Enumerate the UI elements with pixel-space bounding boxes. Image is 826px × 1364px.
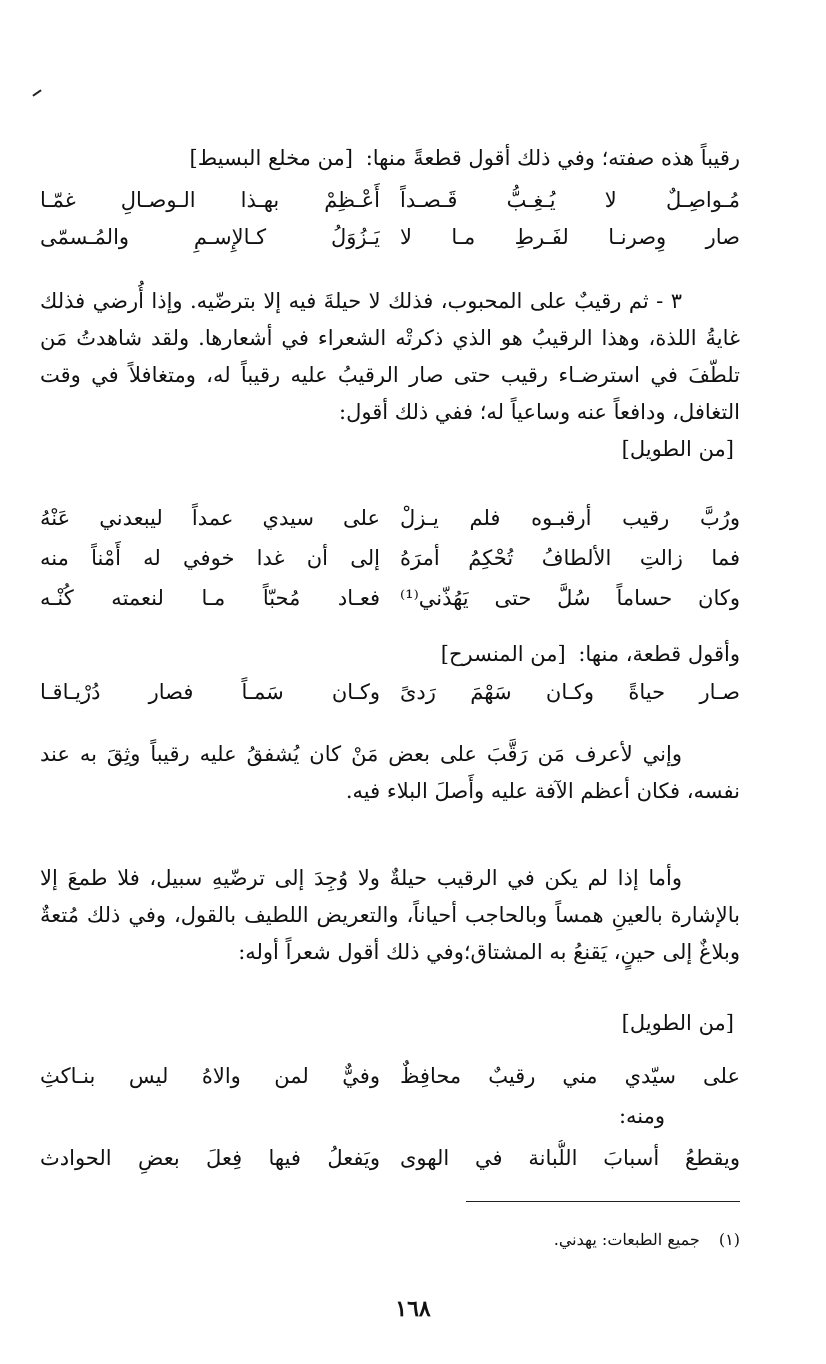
poem-4	[40, 1058, 740, 1095]
stray-mark	[32, 89, 41, 96]
meter-label: [من مخلع البسيط]	[189, 146, 353, 170]
first-hemistich: ورُبَّ رقيب أرقبـوه فلم يـزلْ	[400, 506, 740, 530]
paragraph-text: ٣ - ثم رقيبٌ على المحبوب، فذلك لا حيلةَ فيه إلا بترضّيه. وإذا أُرضي فذلك غايةُ اللذة، وهذا الرقيبُ هو الذي ذكرتْه الشعراء في أشعارها. ولقد شاهدتُ مَن تلطّفَ في استرضـاء رقيب حتى صار الرقيبُ عليه رقيباً له، ومتغافلاً في وقت التغافل، ودافعاً عنه وساعياً له؛ ففي ذلك أقول:	[40, 289, 740, 424]
verse-line	[40, 500, 740, 537]
paragraph-3	[40, 860, 740, 971]
first-hemistich: صار وِصرنـا لفَـرطِ مـا لا	[400, 225, 740, 249]
second-hemistich: فعـاد مُحبّاً مـا لنعمته كُنْـه	[40, 586, 380, 610]
intro-text: رقيباً هذه صفته؛ وفي ذلك أقول قطعةً منها:	[365, 146, 740, 170]
paragraph-1	[40, 283, 740, 468]
first-hemistich: فما زالتِ الألطافُ تُحْكِمُ أمرَهُ	[400, 546, 740, 570]
first-hemistich: على سيّدي مني رقيبٌ محافِظٌ	[400, 1064, 740, 1088]
second-hemistich: أَعْـظِمْ بهـذا الـوصـالِ غمّـا	[40, 188, 380, 212]
poem-1	[40, 182, 740, 256]
poem-2	[40, 500, 740, 617]
second-hemistich: ويَفعلُ فيها فِعلَ بعضِ الحوادث	[40, 1146, 380, 1170]
verse-line	[40, 182, 740, 219]
verse-line	[40, 1140, 740, 1177]
minhu-line	[40, 1098, 665, 1135]
second-hemistich: على سيدي عمداً ليبعدني عَنْهُ	[40, 506, 380, 530]
footnote-number: (١)	[718, 1230, 740, 1249]
verse-line	[40, 540, 740, 577]
paragraph-text: وإني لأعرف مَن رَقَّبَ على بعض مَنْ كان يُشفقُ عليه رقيباً وثِقَ به عند نفسه، فكان أعظم الآفة عليه وأَصلَ البلاء فيه.	[40, 742, 740, 803]
verse-line	[40, 674, 740, 711]
footnote-text: جميع الطبعات: يهدني.	[553, 1230, 700, 1249]
paragraph-text: وأما إذا لم يكن في الرقيب حيلةٌ ولا وُجِدَ إلى ترضّيهِ سبيل، فلا طمعَ إلا بالإشارة بالعينِ همساً وبالحاجب أحياناً، والتعريض اللطيف بالقول، وفي ذلك مُتعةٌ وبلاغٌ إلى حينٍ، يَقنعُ به المشتاق؛وفي ذلك أقول شعراً أوله:	[40, 866, 740, 964]
first-hemistich: وكان حساماً سُلَّ حتى يَهُذّني⁽¹⁾	[400, 586, 740, 610]
intro-text: وأقول قطعة، منها:	[578, 642, 740, 666]
second-hemistich: إلى أن غدا خوفي له أَمْناً منه	[40, 546, 380, 570]
verse-line	[40, 1058, 740, 1095]
meter-label: [من الطويل]	[621, 1011, 734, 1035]
meter-line-3	[420, 1005, 740, 1042]
intro-line	[40, 140, 740, 177]
minhu-text: ومنه:	[618, 1104, 665, 1128]
second-hemistich: وكـان سَمـاً فصار دُرْيـاقـا	[40, 680, 380, 704]
poem-3	[40, 674, 740, 711]
verse-line	[40, 580, 740, 617]
second-hemistich: يَـزُوَلُ كـالإِسـمِ والمُـسمّى	[40, 225, 380, 249]
intro-line-3	[40, 636, 740, 673]
first-hemistich: صـار حياةً وكـان سَهْمَ رَدىً	[400, 680, 740, 704]
meter-line	[40, 431, 740, 468]
page-number: ١٦٨	[395, 1296, 431, 1322]
meter-label: [من المنسرح]	[440, 642, 566, 666]
first-hemistich: ويقطعُ أسبابَ اللُّبانة في الهوى	[400, 1146, 740, 1170]
first-hemistich: مُـواصِـلٌ لا يُـغِـبُّ قَـصـداً	[400, 188, 740, 212]
paragraph-2	[40, 736, 740, 810]
footnote-rule	[466, 1201, 740, 1202]
verse-line	[40, 219, 740, 256]
footnote	[300, 1228, 740, 1252]
second-hemistich: وفيٌّ لمن والاهُ ليس بنـاكثِ	[40, 1064, 380, 1088]
meter-label: [من الطويل]	[621, 437, 734, 461]
poem-5	[40, 1140, 740, 1177]
